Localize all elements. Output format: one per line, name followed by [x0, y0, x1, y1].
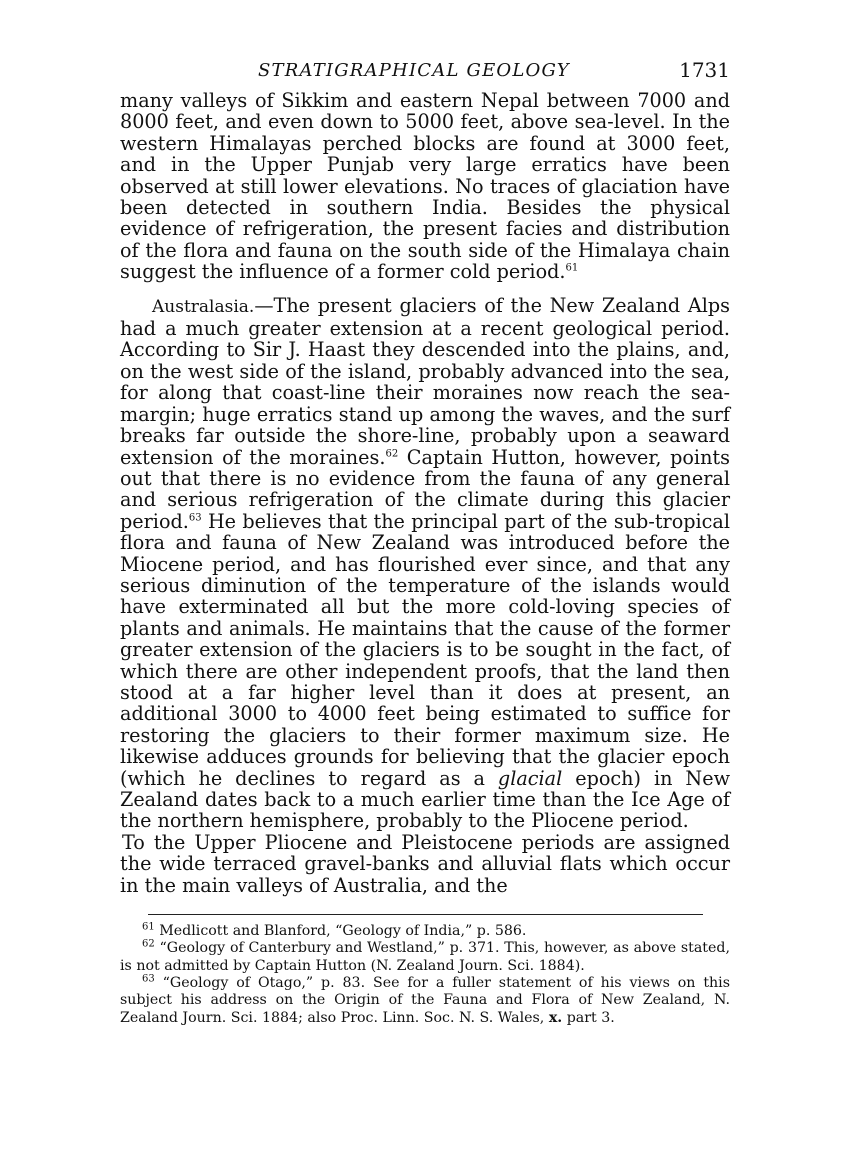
footnotes	[120, 923, 730, 1027]
footnote-number: 63	[142, 973, 155, 985]
paragraph-text: To the Upper Pliocene and Pleistocene periods are assigned the wide terraced gravel-banks and alluvial flats which occur in the main valleys of Australia, and the	[120, 830, 730, 897]
paragraph-australasia	[120, 295, 730, 832]
body-text	[120, 90, 730, 896]
footnote-number: 61	[142, 921, 155, 933]
footnote-62	[120, 940, 730, 975]
footnote-text: Medlicott and Blanford, “Geology of India,” p. 586.	[154, 923, 527, 940]
running-head	[120, 56, 730, 90]
paragraph-pliocene	[120, 832, 730, 896]
footnote-text: “Geology of Canterbury and Westland,” p. 371. This, however, as above stated, is not admitted by Captain Hutton (N. Zealand Journ. Sci. 1884).	[120, 940, 730, 974]
footnote-divider	[148, 914, 703, 915]
footnote-text: part 3.	[562, 1009, 615, 1026]
book-page	[120, 56, 730, 1027]
footnote-ref: 63	[188, 512, 202, 524]
footnote-ref: 61	[565, 262, 579, 274]
paragraph-text: epoch) in New Zealand dates back to a much earlier time than the Ice Age of the northern hemisphere, probably to the Pliocene period.	[120, 766, 730, 833]
footnote-text: “Geology of Otago,” p. 83. See for a fuller statement of his views on this subject his address on the Origin of the Fauna and Flora of New Zealand, N. Zealand Journ. Sci. 1884; also Proc. Linn. Soc. N. S. Wales,	[120, 974, 730, 1026]
running-title: STRATIGRAPHICAL GEOLOGY	[258, 60, 570, 81]
paragraph-text: Captain Hutton, however, points out that there is no evidence from the fauna of any general and serious refrigeration of the climate during this glacier period.	[120, 445, 730, 533]
paragraph-himalaya	[120, 90, 730, 283]
footnote-ref: 62	[385, 448, 399, 460]
footnote-63	[120, 975, 730, 1027]
page-number: 1731	[679, 58, 730, 82]
footnote-61	[120, 923, 730, 940]
paragraph-text: many valleys of Sikkim and eastern Nepal between 7000 and 8000 feet, and even down to 5000 feet, above sea-level. In the western Himalayas perched blocks are found at 3000 feet, and in the Upper Punjab very large erratics have been observed at still lower elevations. No traces of glaciation have been detected in southern India. Besides the physical evidence of refrigeration, the present facies and distribution of the flora and fauna on the south side of the Himalaya chain suggest the influence of a former cold period.	[120, 89, 730, 284]
paragraph-text: —The present glaciers of the New Zealand Alps had a much greater extension at a recent geological period. According to Sir J. Haast they descended into the plains, and, on the west side of the island, probably advanced into the sea, for along that coast-line their moraines now reach the sea-margin; huge erratics stand up among the waves, and the surf breaks far outside the shore-line, probably upon a seaward extension of the moraines.	[120, 293, 730, 469]
italic-term: glacial	[497, 766, 563, 790]
footnote-number: 62	[142, 938, 155, 950]
paragraph-text: He believes that the principal part of the sub-tropical flora and fauna of New Zealand was introduced before the Miocene period, and has flourished ever since, and that any serious diminution of the temperature of the islands would have exterminated all but the more cold-loving species of plants and animals. He maintains that the cause of the former greater extension of the glaciers is to be sought in the fact, of which there are other independent proofs, that the land then stood at a far higher level than it does at present, an additional 3000 to 4000 feet being estimated to suffice for restoring the glaciers to their former maximum size. He likewise adduces grounds for believing that the glacier epoch (which he declines to regard as a	[120, 509, 730, 790]
volume-number: x.	[548, 1009, 563, 1026]
section-heading-australasia: Australasia.	[152, 296, 255, 317]
